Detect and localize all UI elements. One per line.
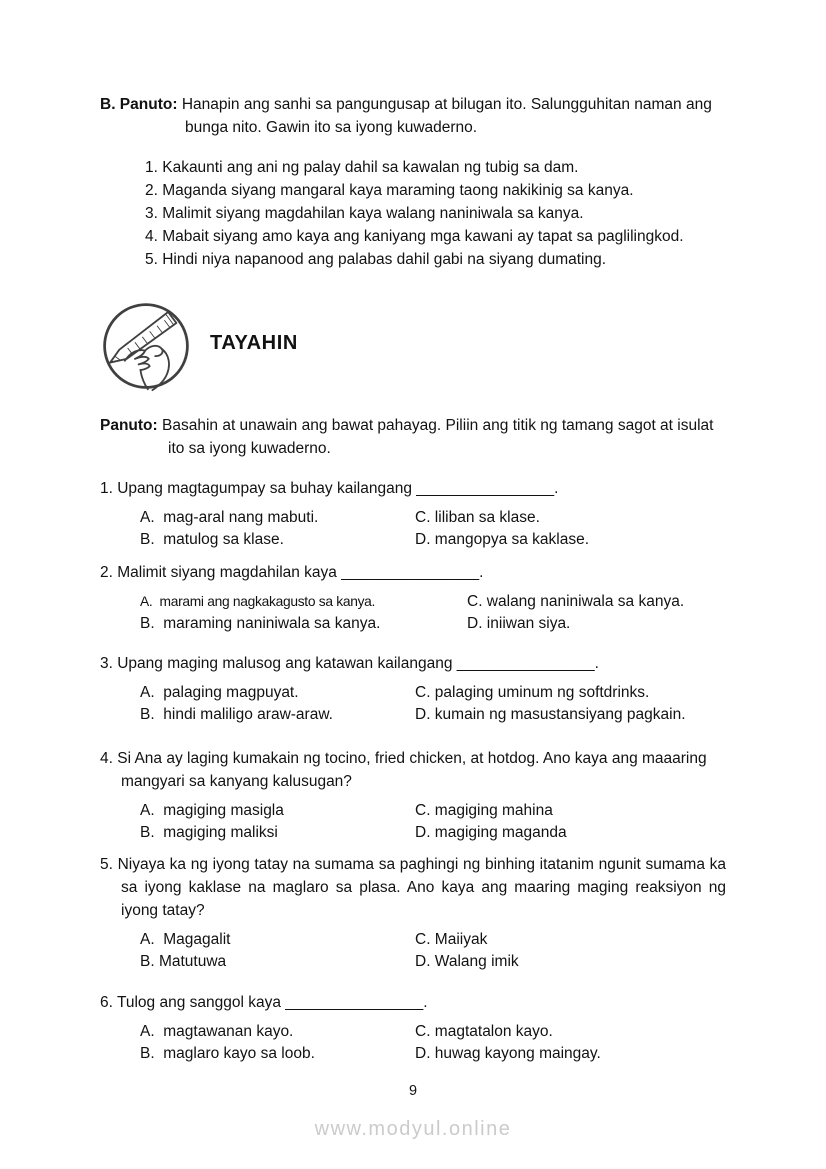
panuto-instruction-text: Basahin at unawain ang bawat pahayag. Piliin ang titik ng tamang sagot at isulat ito sa iyong kuwaderno. [162, 417, 714, 457]
choice-d: D. kumain ng masustansiyang pagkain. [415, 705, 686, 723]
assessment-title: TAYAHIN [210, 331, 298, 354]
question-text: 4. Si Ana ay laging kumakain ng tocino, fried chicken, at hotdog. Ano kaya ang maaaring mangyari sa kanyang kalusugan? [100, 750, 711, 790]
assessment-header [100, 300, 726, 392]
question-1 [100, 477, 726, 550]
choice-a: A. palaging magpuyat. [140, 684, 299, 701]
choice-b: B. maglaro kayo sa loob. [140, 1044, 315, 1062]
question-3-choices [140, 682, 726, 725]
choice-d: D. iniiwan siya. [467, 614, 571, 632]
question-6 [100, 991, 726, 1064]
question-5-choices [140, 929, 726, 972]
question-6-choices [140, 1021, 726, 1064]
page-number: 9 [408, 1083, 418, 1099]
choice-a: A. magiging masigla [140, 802, 284, 819]
choice-c: C. walang naniniwala sa kanya. [467, 593, 685, 610]
choice-d: D. huwag kayong maingay. [415, 1044, 601, 1062]
choice-d: D. Walang imik [415, 952, 519, 970]
question-text: 6. Tulog ang sanggol kaya ________________. [100, 994, 428, 1011]
assessment-instruction [100, 414, 726, 460]
choice-c: C. palaging uminum ng softdrinks. [415, 684, 650, 701]
section-b-label: B. Panuto: [100, 96, 178, 113]
question-2-choices [140, 591, 726, 634]
section-b-sentence-list [145, 156, 726, 271]
list-item: 4. Mabait siyang amo kaya ang kaniyang mga kawani ay tapat sa paglilingkod. [145, 228, 684, 245]
choice-d: D. magiging maganda [415, 823, 567, 841]
choice-c: C. Maiiyak [415, 931, 488, 948]
question-3 [100, 652, 726, 725]
question-1-choices [140, 507, 726, 550]
choice-b: B. hindi maliligo araw-araw. [140, 705, 333, 723]
question-4 [100, 747, 726, 843]
choice-d: D. mangopya sa kaklase. [415, 530, 590, 548]
choice-b: B. maraming naniniwala sa kanya. [140, 614, 381, 632]
section-b-instruction-text: Hanapin ang sanhi sa pangungusap at bilugan ito. Salungguhitan naman ang bunga nito. Gawin ito sa iyong kuwaderno. [181, 96, 712, 136]
list-item: 2. Maganda siyang mangaral kaya maraming taong nakikinig sa kanya. [145, 182, 634, 199]
choice-b: B. Matutuwa [140, 952, 227, 970]
choice-c: C. liliban sa klase. [415, 509, 540, 526]
question-text: 1. Upang magtagumpay sa buhay kailangang ________________. [100, 480, 559, 497]
question-4-choices [140, 800, 726, 843]
section-b-instruction [100, 93, 726, 139]
choice-b: B. matulog sa klase. [140, 530, 284, 548]
choice-c: C. magiging mahina [415, 802, 553, 819]
question-text: 5. Niyaya ka ng iyong tatay na sumama sa paghingi ng binhing itatanim ngunit sumama ka sa iyong kaklase na maglaro sa plasa. Ano kaya ang maaring maging reaksiyon ng iyong tatay? [100, 856, 731, 919]
list-item: 3. Malimit siyang magdahilan kaya walang naniniwala sa kanya. [145, 205, 584, 222]
choice-a: A. marami ang nagkakagusto sa kanya. [140, 594, 376, 609]
writing-hand-icon [100, 300, 192, 392]
choice-b: B. magiging maliksi [140, 823, 278, 841]
question-5 [100, 853, 731, 972]
list-item: 5. Hindi niya napanood ang palabas dahil gabi na siyang dumating. [145, 251, 607, 268]
panuto-label: Panuto: [100, 417, 158, 434]
choice-c: C. magtatalon kayo. [415, 1023, 553, 1040]
question-text: 2. Malimit siyang magdahilan kaya ________________. [100, 564, 484, 581]
choice-a: A. Magagalit [140, 931, 231, 948]
list-item: 1. Kakaunti ang ani ng palay dahil sa kawalan ng tubig sa dam. [145, 159, 579, 176]
question-text: 3. Upang maging malusog ang katawan kailangang ________________. [100, 655, 599, 672]
watermark: www.modyul.online [314, 1118, 512, 1140]
choice-a: A. mag-aral nang mabuti. [140, 509, 319, 526]
question-2 [100, 561, 726, 634]
choice-a: A. magtawanan kayo. [140, 1023, 294, 1040]
